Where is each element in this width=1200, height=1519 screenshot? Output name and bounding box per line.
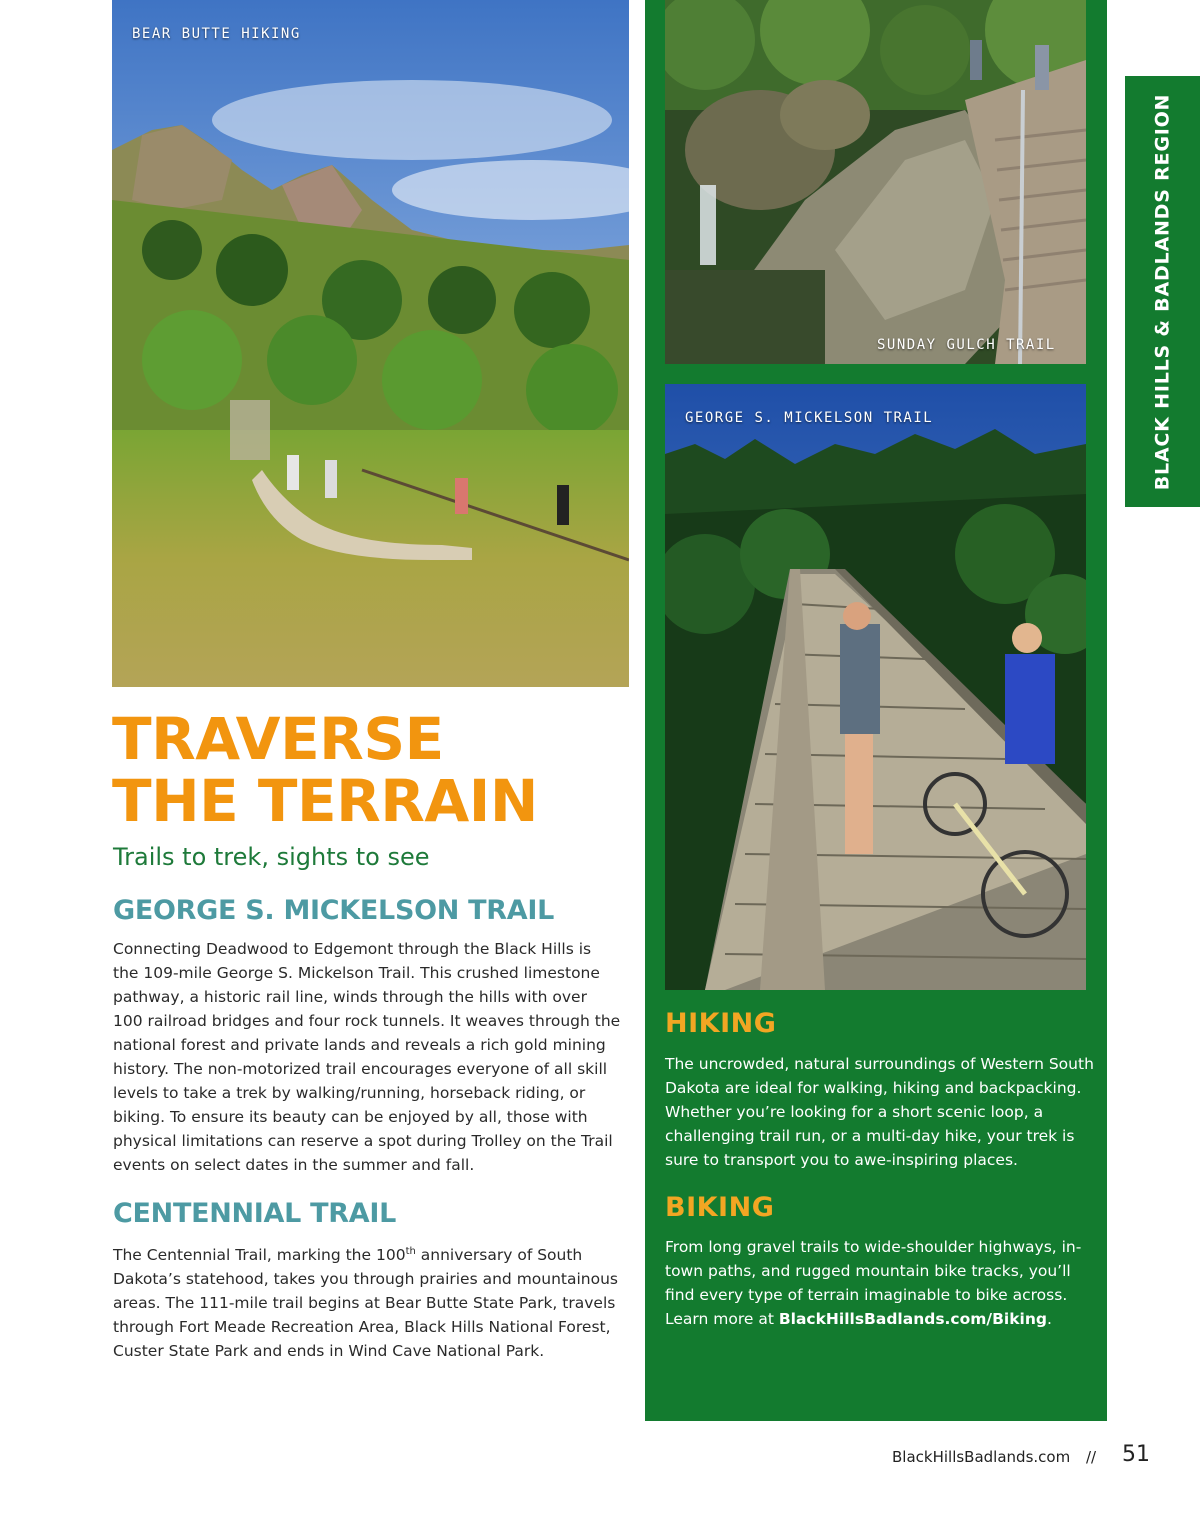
region-side-tab-label: BLACK HILLS & BADLANDS REGION xyxy=(1151,93,1174,490)
biking-title: BIKING xyxy=(665,1192,775,1223)
mickelson-trail-title: GEORGE S. MICKELSON TRAIL xyxy=(113,895,555,926)
bear-butte-photo xyxy=(112,0,629,687)
page-subhead: Trails to trek, sights to see xyxy=(113,843,430,871)
sunday-gulch-caption: SUNDAY GULCH TRAIL xyxy=(877,337,1056,353)
centennial-trail-title: CENTENNIAL TRAIL xyxy=(113,1198,397,1229)
biking-body xyxy=(665,1235,1095,1331)
page-number: 51 xyxy=(1122,1442,1150,1467)
hiking-body: The uncrowded, natural surroundings of Western South Dakota are ideal for walking, hiking and backpacking. Whether you’re looking for a short scenic loop, a challenging trail run, or a multi-day hike, your trek is sure to transport you to awe-inspiring places. xyxy=(665,1055,1094,1169)
centennial-trail-body xyxy=(113,1240,621,1363)
bear-butte-caption: BEAR BUTTE HIKING xyxy=(132,26,301,42)
sunday-gulch-photo xyxy=(665,0,1086,364)
page-headline xyxy=(112,705,632,835)
centennial-body-start: The Centennial Trail, marking the 100 xyxy=(113,1246,406,1265)
mickelson-trail-caption: GEORGE S. MICKELSON TRAIL xyxy=(685,410,934,426)
biking-body-period: . xyxy=(1046,1310,1052,1328)
region-side-tab-label-wrap xyxy=(1125,76,1200,507)
footer-separator: // xyxy=(1086,1448,1097,1466)
headline-line-1: TRAVERSE xyxy=(112,705,444,773)
mickelson-trail-photo xyxy=(665,384,1086,990)
mickelson-trail-body: Connecting Deadwood to Edgemont through the Black Hills is the 109-mile George S. Mickelson Trail. This crushed limestone pathway, a historic rail line, winds through the hills with over 100 railroad bridges and four rock tunnels. It weaves through the national forest and private lands and reveals a rich gold mining history. The non-motorized trail encourages everyone of all skill levels to take a trek by walking/running, horseback riding, or biking. To ensure its beauty can be enjoyed by all, those with physical limitations can reserve a spot during Trolley on the Trail events on select dates in the summer and fall. xyxy=(113,940,621,1174)
biking-body-text: From long gravel trails to wide-shoulder highways, in-town paths, and rugged mountain bike tracks, you’ll find every type of terrain imaginable to bike across. Learn more at xyxy=(665,1238,1082,1328)
biking-link[interactable]: BlackHillsBadlands.com/Biking xyxy=(778,1310,1047,1328)
centennial-body-superscript: th xyxy=(405,1246,416,1257)
footer-site-url: BlackHillsBadlands.com xyxy=(892,1448,1071,1466)
centennial-body-end: anniversary of South Dakota’s statehood, takes you through prairies and mountainous areas. The 111-mile trail begins at Bear Butte State Park, travels through Fort Meade Recreation Area, Black Hills National Forest, Custer State Park and ends in Wind Cave National Park. xyxy=(113,1246,619,1361)
hiking-title: HIKING xyxy=(665,1008,777,1039)
headline-line-2: THE TERRAIN xyxy=(112,767,538,835)
